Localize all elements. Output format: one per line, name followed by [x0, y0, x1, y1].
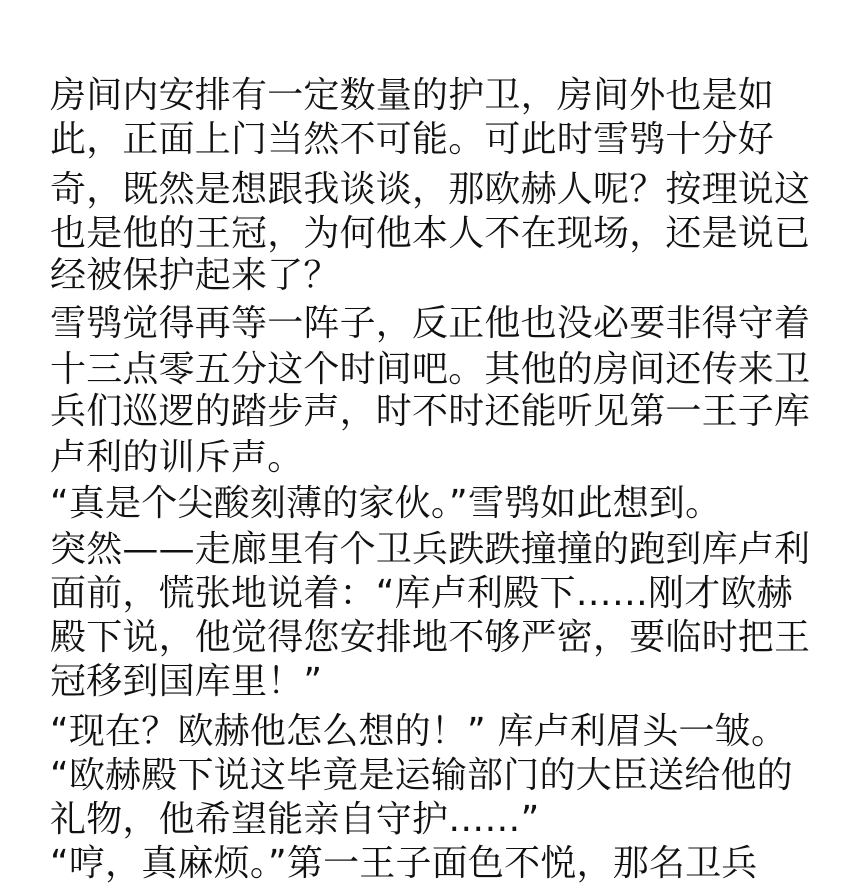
text-line: 也是他的王冠，为何他本人不在现场，还是说已: [50, 213, 811, 254]
text-line: “现在？欧赫他怎么想的！” 库卢利眉头一皱。: [50, 711, 788, 752]
text-line: 雪鸮觉得再等一阵子，反正他也没必要非得守着: [50, 303, 811, 344]
text-line: 奇，既然是想跟我谈谈，那欧赫人呢？按理说这: [50, 169, 811, 210]
text-line: 面前，慌张地说着：“库卢利殿下……刚才欧赫: [50, 573, 793, 614]
text-line: “欧赫殿下说这毕竟是运输部门的大臣送给他的: [50, 755, 793, 796]
text-line: 十三点零五分这个时间吧。其他的房间还传来卫: [50, 349, 811, 390]
text-line: “哼，真麻烦。”第一王子面色不悦，那名卫兵: [50, 843, 758, 884]
text-line: 突然——走廊里有个卫兵跌跌撞撞的跑到库卢利: [50, 529, 811, 570]
text-line: 殿下说，他觉得您安排地不够严密，要临时把王: [50, 617, 811, 658]
text-line: “真是个尖酸刻薄的家伙。”雪鸮如此想到。: [50, 483, 722, 524]
text-line: 冠移到国库里！”: [50, 661, 323, 702]
text-line: 礼物，他希望能亲自守护……”: [50, 799, 540, 840]
text-line: 兵们巡逻的踏步声，时不时还能听见第一王子库: [50, 391, 811, 432]
text-line: 经被保护起来了？: [50, 255, 340, 296]
text-line: 房间内安排有一定数量的护卫，房间外也是如: [50, 75, 775, 116]
text-line: 此，正面上门当然不可能。可此时雪鸮十分好: [50, 119, 775, 160]
text-line: 卢利的训斥声。: [50, 437, 304, 478]
